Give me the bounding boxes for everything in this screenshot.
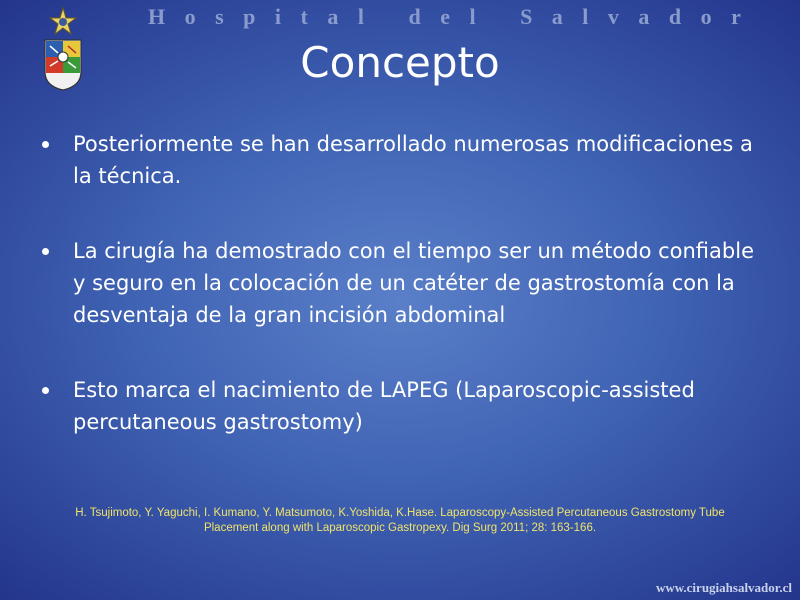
footer-url: www.cirugiahsalvador.cl xyxy=(655,580,792,595)
bullet-dot-icon xyxy=(42,387,49,394)
bullet-item xyxy=(40,128,760,192)
reference-citation xyxy=(40,506,760,536)
hospital-name: Hospital del Salvador xyxy=(148,4,761,29)
bullet-dot-icon xyxy=(42,248,49,255)
slide-title: Concepto xyxy=(300,38,500,87)
bullet-text: La cirugía ha demostrado con el tiempo ser un método confiable y seguro en la colocación de un catéter de gastrostomía con la desventaja de la gran incisión abdominal xyxy=(73,239,754,327)
bullet-item xyxy=(40,235,760,331)
bullet-text: Posteriormente se han desarrollado numerosas modificaciones a la técnica. xyxy=(73,132,753,188)
bullet-text: Esto marca el nacimiento de LAPEG (Laparoscopic-assisted percutaneous gastrostomy) xyxy=(73,378,695,434)
bullet-list xyxy=(40,128,760,481)
bullet-dot-icon xyxy=(42,141,49,148)
reference-line: Placement along with Laparoscopic Gastropexy. Dig Surg 2011; 28: 163-166. xyxy=(203,522,597,534)
bullet-item xyxy=(40,374,760,438)
reference-line: H. Tsujimoto, Y. Yaguchi, I. Kumano, Y. Matsumoto, K.Yoshida, K.Hase. Laparoscopy-Assisted Percutaneous Gastrostomy Tube xyxy=(75,507,725,519)
